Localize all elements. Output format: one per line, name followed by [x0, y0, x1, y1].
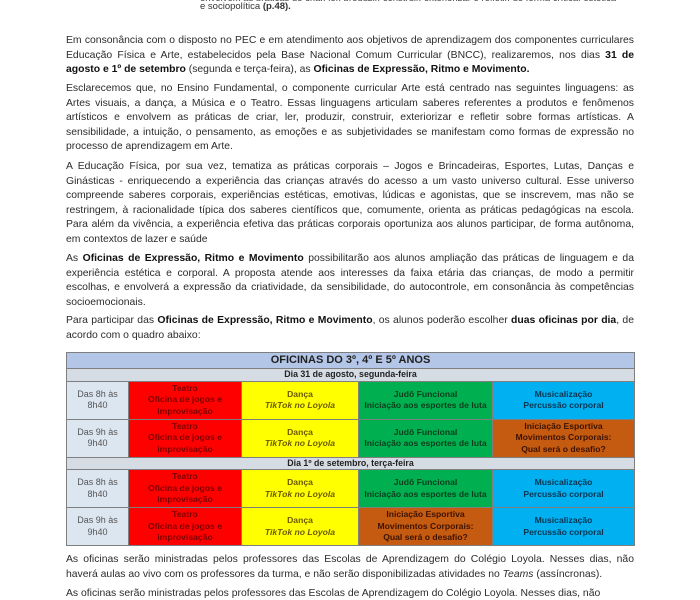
workshop-teatro: Teatro Oficina de jogos e improvisação: [129, 508, 242, 546]
workshops-name-bold: Oficinas de Expressão, Ritmo e Movimento.: [313, 64, 530, 76]
workshop-iniciacao-esportiva: Iniciação Esportiva Movimentos Corporais: Qual será o desafio?: [493, 419, 635, 457]
text: , os alunos poderão escolher: [372, 315, 512, 326]
workshop-musicalizacao: Musicalização Percussão corporal: [493, 381, 635, 419]
paragraph-educacao-fisica: A Educação Física, por sua vez, tematiza as práticas corporais – Jogos e Brincadeiras, Esportes, Lutas, Danças e Ginásticas - enriquecendo a experiência das crianças através do acesso a um vasto universo cultural. Esse universo compreende saberes corporais, experiências estéticas, emotivas, lúdicas e agonistas, que se inscrevem, mas não se restringem, à racionalidade típica dos saberes científicos que, comumente, orienta as práticas pedagógicas na escola. Para além da vivência, a experiência efetiva das práticas corporais oportuniza aos alunos participar, de forma autônoma, em contextos de lazer e saúde: [66, 161, 634, 245]
workshop-danca: Dança TikTok no Loyola: [242, 470, 359, 508]
paragraph-repeated: As oficinas serão ministradas pelos professores das Escolas de Aprendizagem do Colégio Loyola. Nesses dias, não: [66, 588, 601, 599]
quote-tail: [200, 1, 291, 12]
workshop-danca: Dança TikTok no Loyola: [242, 381, 359, 419]
paragraph-professores: [66, 553, 634, 582]
day-label: Dia 31 de agosto, segunda-feira: [67, 369, 635, 382]
time-cell: Das 9h às 9h40: [67, 419, 129, 457]
workshop-judo: Judô Funcional Iniciação aos esportes de luta: [359, 470, 493, 508]
workshop-teatro: Teatro Oficina de jogos e improvisação: [129, 470, 242, 508]
text: (segunda e terça-feira), as: [185, 64, 314, 76]
workshops-name-bold: Oficinas de Expressão, Ritmo e Movimento: [157, 315, 373, 326]
day-header-row: [67, 457, 635, 470]
paragraph-oficinas: [66, 252, 634, 310]
workshop-teatro: Teatro Oficina de jogos e improvisação: [129, 381, 242, 419]
text: , de acordo com o quadro abaixo:: [66, 315, 634, 341]
workshop-judo: Judô Funcional Iniciação aos esportes de luta: [359, 419, 493, 457]
time-cell: Das 9h às 9h40: [67, 508, 129, 546]
two-per-day-bold: duas oficinas por dia: [511, 315, 617, 326]
text: Em consonância com o disposto no PEC e em atendimento aos objetivos de aprendizagem dos componentes curriculares Educação Física e Arte, estabelecidos pela Base Nacional Comum Curricular (BNCC), realizaremos, nos dias: [66, 35, 634, 61]
schedule-row: [67, 470, 635, 508]
text: Para participar das: [66, 315, 158, 326]
paragraph-cut-bottom: [66, 587, 634, 600]
text: As: [66, 253, 83, 264]
schedule-row: [67, 419, 635, 457]
workshop-musicalizacao: Musicalização Percussão corporal: [493, 470, 635, 508]
schedule-row: [67, 508, 635, 546]
text: (assíncronas).: [533, 568, 603, 580]
paragraph-participar: [66, 314, 634, 343]
time-cell: Das 8h às 8h40: [67, 381, 129, 419]
paragraph-intro: [66, 34, 634, 78]
dates-bold: 31 de agosto e 1º de setembro: [66, 49, 634, 76]
workshop-teatro: Teatro Oficina de jogos e improvisação: [129, 419, 242, 457]
day-header-row: [67, 369, 635, 382]
workshop-danca: Dança TikTok no Loyola: [242, 508, 359, 546]
schedule-table: [66, 352, 635, 546]
workshop-danca: Dança TikTok no Loyola: [242, 419, 359, 457]
workshop-judo: Judô Funcional Iniciação aos esportes de luta: [359, 381, 493, 419]
schedule-title: OFICINAS DO 3º, 4º E 5º ANOS: [67, 353, 635, 369]
day-label: Dia 1º de setembro, terça-feira: [67, 457, 635, 470]
time-cell: Das 8h às 8h40: [67, 470, 129, 508]
text: possibilitarão aos alunos ampliação das práticas de linguagem e da experiência estética e corporal. A proposta atende aos interesses da faixa etária das crianças, de modo a permitir escolhas, e envolverá a expressão da criatividade, da sensibilidade, do autocontrole, em consonância às competências socioemocionais.: [66, 253, 634, 308]
quote-tail-text: e sociopolítica: [200, 1, 261, 12]
text: As oficinas serão ministradas pelos professores das Escolas de Aprendizagem do Colégio Loyola. Nesses dias, não haverá aulas ao vivo com os professores da turma, e não serão disponibilizadas atividades no: [66, 554, 634, 580]
schedule-title-row: [67, 353, 635, 369]
workshop-musicalizacao: Musicalização Percussão corporal: [493, 508, 635, 546]
teams-italic: Teams: [502, 568, 534, 580]
workshops-name-bold: Oficinas de Expressão, Ritmo e Movimento: [82, 253, 304, 264]
schedule-row: [67, 381, 635, 419]
quote-reference: (p.48).: [262, 1, 291, 12]
paragraph-arte: Esclarecemos que, no Ensino Fundamental, o componente curricular Arte está centrado nas seguintes linguagens: as Artes visuais, a dança, a Música e o Teatro. Essas linguagens articulam saberes referentes a produtos e fenômenos artísticos e envolvem as práticas de criar, ler, produzir, construir, exteriorizar e refletir sobre formas artísticas. A sensibilidade, a intuição, o pensamento, as emoções e as subjetividades se manifestam como formas de expressão no processo de aprendizagem em Arte.: [66, 83, 634, 153]
workshop-iniciacao-esportiva: Iniciação Esportiva Movimentos Corporais: Qual será o desafio?: [359, 508, 493, 546]
